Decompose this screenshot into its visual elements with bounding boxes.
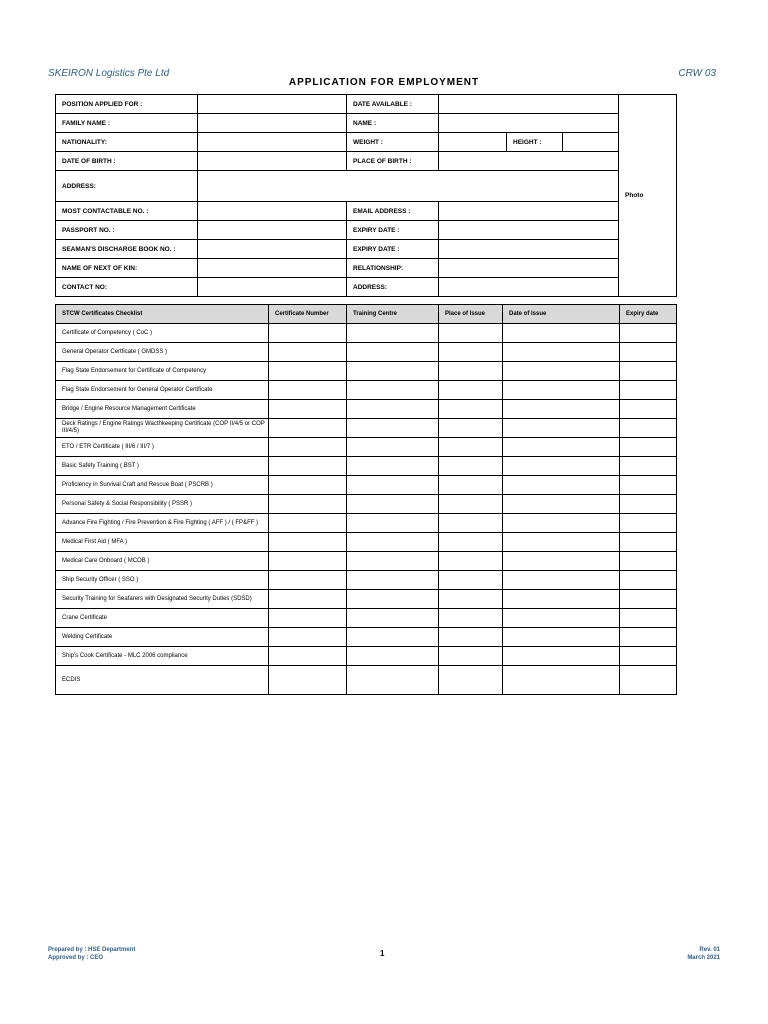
checklist-cell[interactable]: [439, 438, 503, 457]
revision: Rev. 01: [699, 947, 720, 953]
next-of-kin-field[interactable]: [198, 259, 347, 278]
checklist-cell[interactable]: [439, 533, 503, 552]
date-of-birth-field[interactable]: [198, 152, 347, 171]
checklist-cell[interactable]: [503, 362, 620, 381]
checklist-cell[interactable]: [347, 571, 439, 590]
checklist-cell[interactable]: [503, 400, 620, 419]
checklist-cell[interactable]: [503, 457, 620, 476]
checklist-cell[interactable]: [503, 571, 620, 590]
footer-right: [687, 946, 720, 962]
checklist-cell[interactable]: [269, 533, 347, 552]
checklist-cell[interactable]: [620, 343, 677, 362]
checklist-cell[interactable]: [347, 495, 439, 514]
checklist-row: [56, 609, 677, 628]
checklist-row: [56, 533, 677, 552]
checklist-cell[interactable]: [347, 381, 439, 400]
checklist-cell[interactable]: [503, 590, 620, 609]
weight-field[interactable]: [439, 133, 507, 152]
checklist-row: [56, 438, 677, 457]
checklist-cell[interactable]: [439, 419, 503, 438]
date-available-label: DATE AVAILABLE :: [347, 95, 439, 114]
checklist-row: [56, 647, 677, 666]
checklist-cell[interactable]: [503, 533, 620, 552]
column-header: Place of Issue: [439, 305, 503, 324]
checklist-cell[interactable]: [269, 400, 347, 419]
certificate-name: Welding Certificate: [56, 628, 269, 647]
checklist-cell[interactable]: [347, 343, 439, 362]
checklist-cell[interactable]: [269, 324, 347, 343]
column-header: Training Centre: [347, 305, 439, 324]
approved-by: Approved by : CEO: [48, 955, 104, 961]
checklist-cell[interactable]: [269, 362, 347, 381]
checklist-cell[interactable]: [620, 476, 677, 495]
checklist-cell[interactable]: [503, 343, 620, 362]
certificate-name: Bridge / Engine Resource Management Certificate: [56, 400, 269, 419]
checklist-cell[interactable]: [439, 514, 503, 533]
checklist-cell[interactable]: [439, 343, 503, 362]
checklist-cell[interactable]: [620, 628, 677, 647]
position-applied-field[interactable]: [198, 95, 347, 114]
checklist-row: [56, 495, 677, 514]
email-field[interactable]: [439, 202, 619, 221]
checklist-cell[interactable]: [347, 514, 439, 533]
checklist-cell[interactable]: [269, 514, 347, 533]
checklist-cell[interactable]: [347, 457, 439, 476]
checklist-cell[interactable]: [269, 495, 347, 514]
checklist-cell[interactable]: [269, 457, 347, 476]
discharge-expiry-label: EXPIRY DATE :: [347, 240, 439, 259]
column-header: STCW Certificates Checklist: [56, 305, 269, 324]
checklist-cell[interactable]: [439, 362, 503, 381]
checklist-cell[interactable]: [439, 647, 503, 666]
certificate-name: Basic Safety Training ( BST ): [56, 457, 269, 476]
next-of-kin-label: NAME OF NEXT OF KIN:: [56, 259, 198, 278]
footer-left: [48, 946, 135, 962]
certificate-name: Medical Care Onboard ( MCOB ): [56, 552, 269, 571]
passport-no-field[interactable]: [198, 221, 347, 240]
checklist-cell[interactable]: [347, 552, 439, 571]
checklist-cell[interactable]: [503, 552, 620, 571]
checklist-cell[interactable]: [439, 495, 503, 514]
certificate-name: Certificate of Competency ( CoC ): [56, 324, 269, 343]
email-label: EMAIL ADDRESS :: [347, 202, 439, 221]
position-applied-label: POSITION APPLIED FOR :: [56, 95, 198, 114]
checklist-cell[interactable]: [620, 647, 677, 666]
checklist-cell[interactable]: [347, 476, 439, 495]
checklist-cell[interactable]: [620, 362, 677, 381]
checklist-cell[interactable]: [269, 590, 347, 609]
checklist-cell[interactable]: [620, 552, 677, 571]
checklist-cell[interactable]: [439, 609, 503, 628]
form-title: APPLICATION FOR EMPLOYMENT: [288, 77, 480, 87]
contact-no-label: CONTACT NO:: [56, 278, 198, 297]
checklist-cell[interactable]: [269, 666, 347, 695]
place-of-birth-label: PLACE OF BIRTH :: [347, 152, 439, 171]
certificate-name: Proficiency in Survival Craft and Rescue Boat ( PSCRB ): [56, 476, 269, 495]
kin-address-label: ADDRESS:: [347, 278, 439, 297]
checklist-cell[interactable]: [439, 476, 503, 495]
checklist-cell[interactable]: [269, 628, 347, 647]
checklist-row: [56, 590, 677, 609]
checklist-cell[interactable]: [347, 533, 439, 552]
checklist-row: [56, 514, 677, 533]
checklist-cell[interactable]: [620, 495, 677, 514]
checklist-cell[interactable]: [269, 571, 347, 590]
checklist-cell[interactable]: [620, 438, 677, 457]
checklist-row: [56, 400, 677, 419]
name-field[interactable]: [439, 114, 619, 133]
checklist-cell[interactable]: [269, 647, 347, 666]
contactable-no-field[interactable]: [198, 202, 347, 221]
checklist-cell[interactable]: [620, 590, 677, 609]
document-number: CRW 03: [678, 68, 716, 79]
discharge-book-field[interactable]: [198, 240, 347, 259]
checklist-cell[interactable]: [503, 381, 620, 400]
relationship-field[interactable]: [439, 259, 619, 278]
checklist-cell[interactable]: [503, 628, 620, 647]
contact-no-field[interactable]: [198, 278, 347, 297]
certificate-name: Crane Certificate: [56, 609, 269, 628]
checklist-cell[interactable]: [620, 324, 677, 343]
checklist-cell[interactable]: [347, 609, 439, 628]
prepared-by: Prepared by : HSE Department: [48, 947, 136, 953]
certificate-name: Flag State Endorsement for Certificate of Competency: [56, 362, 269, 381]
certificate-name: ETO / ETR Certificate ( III/6 / III/7 ): [56, 438, 269, 457]
checklist-header-row: [56, 305, 677, 324]
checklist-cell[interactable]: [439, 457, 503, 476]
date-available-field[interactable]: [439, 95, 619, 114]
checklist-cell[interactable]: [269, 381, 347, 400]
personal-details-table: [55, 94, 677, 297]
checklist-row: [56, 362, 677, 381]
stcw-checklist-table: [55, 304, 677, 695]
passport-expiry-label: EXPIRY DATE :: [347, 221, 439, 240]
checklist-cell[interactable]: [439, 324, 503, 343]
checklist-cell[interactable]: [503, 495, 620, 514]
certificate-name: Deck Ratings / Engine Ratings Wacthkeeping Certificate (COP II/4/5 or COP III/4/5): [56, 419, 269, 438]
checklist-cell[interactable]: [503, 514, 620, 533]
checklist-cell[interactable]: [269, 476, 347, 495]
height-label: HEIGHT :: [507, 133, 563, 152]
certificate-name: Advance Fire Fighting / Fire Prevention & Fire Fighting ( AFF ) / ( FP&FF ): [56, 514, 269, 533]
photo-box[interactable]: [619, 95, 677, 297]
certificate-name: Personal Safety & Social Responsibility ( PSSR ): [56, 495, 269, 514]
checklist-cell[interactable]: [620, 400, 677, 419]
checklist-cell[interactable]: [347, 400, 439, 419]
address-label: ADDRESS:: [56, 171, 198, 202]
checklist-row: [56, 457, 677, 476]
certificate-name: General Operator Certficate ( GMDSS ): [56, 343, 269, 362]
checklist-cell[interactable]: [620, 609, 677, 628]
checklist-cell[interactable]: [269, 552, 347, 571]
checklist-cell[interactable]: [347, 324, 439, 343]
passport-expiry-field[interactable]: [439, 221, 619, 240]
certificate-name: ECDIS: [56, 666, 269, 695]
checklist-cell[interactable]: [620, 419, 677, 438]
certificate-name: Security Training for Seafarers with Designated Security Duties (SDSD): [56, 590, 269, 609]
column-header: Date of Issue: [503, 305, 620, 324]
address-field[interactable]: [198, 171, 619, 202]
checklist-cell[interactable]: [620, 666, 677, 695]
column-header: Certificate Number: [269, 305, 347, 324]
checklist-row: [56, 666, 677, 695]
photo-label: Photo: [625, 192, 644, 199]
checklist-cell[interactable]: [620, 533, 677, 552]
checklist-row: [56, 324, 677, 343]
checklist-row: [56, 381, 677, 400]
page-number: 1: [380, 949, 385, 958]
nationality-field[interactable]: [198, 133, 347, 152]
checklist-cell[interactable]: [439, 628, 503, 647]
company-name: SKEIRON Logistics Pte Ltd: [48, 68, 170, 79]
checklist-cell[interactable]: [347, 628, 439, 647]
checklist-cell[interactable]: [347, 666, 439, 695]
certificate-name: Ship Security Officer ( SSO ): [56, 571, 269, 590]
passport-no-label: PASSPORT NO. :: [56, 221, 198, 240]
checklist-cell[interactable]: [347, 419, 439, 438]
checklist-cell[interactable]: [439, 590, 503, 609]
date-of-birth-label: DATE OF BIRTH :: [56, 152, 198, 171]
checklist-cell[interactable]: [347, 438, 439, 457]
checklist-cell[interactable]: [503, 324, 620, 343]
checklist-row: [56, 419, 677, 438]
checklist-row: [56, 552, 677, 571]
checklist-cell[interactable]: [347, 647, 439, 666]
checklist-cell[interactable]: [503, 609, 620, 628]
checklist-cell[interactable]: [620, 381, 677, 400]
place-of-birth-field[interactable]: [439, 152, 619, 171]
relationship-label: RELATIONSHIP:: [347, 259, 439, 278]
discharge-expiry-field[interactable]: [439, 240, 619, 259]
checklist-cell[interactable]: [269, 419, 347, 438]
checklist-row: [56, 476, 677, 495]
checklist-cell[interactable]: [620, 514, 677, 533]
name-label: NAME :: [347, 114, 439, 133]
nationality-label: NATIONALITY:: [56, 133, 198, 152]
checklist-cell[interactable]: [503, 647, 620, 666]
checklist-cell[interactable]: [439, 381, 503, 400]
family-name-label: FAMILY NAME :: [56, 114, 198, 133]
checklist-row: [56, 628, 677, 647]
certificate-name: Medical First Aid ( MFA ): [56, 533, 269, 552]
kin-address-field[interactable]: [439, 278, 619, 297]
weight-label: WEIGHT :: [347, 133, 439, 152]
checklist-cell[interactable]: [503, 666, 620, 695]
checklist-cell[interactable]: [439, 571, 503, 590]
checklist-cell[interactable]: [269, 343, 347, 362]
checklist-row: [56, 571, 677, 590]
checklist-cell[interactable]: [439, 400, 503, 419]
column-header: Expiry date: [620, 305, 677, 324]
checklist-cell[interactable]: [269, 438, 347, 457]
contactable-no-label: MOST CONTACTABLE NO. :: [56, 202, 198, 221]
checklist-cell[interactable]: [269, 609, 347, 628]
discharge-book-label: SEAMAN'S DISCHARGE BOOK NO. :: [56, 240, 198, 259]
certificate-name: Flag State Endorsement for General Operator Certificate: [56, 381, 269, 400]
checklist-cell[interactable]: [503, 476, 620, 495]
revision-date: March 2021: [687, 955, 720, 961]
family-name-field[interactable]: [198, 114, 347, 133]
checklist-cell[interactable]: [347, 362, 439, 381]
certificate-name: Ship's Cook Certificate - MLC 2006 compliance: [56, 647, 269, 666]
checklist-cell[interactable]: [503, 438, 620, 457]
checklist-cell[interactable]: [347, 590, 439, 609]
checklist-cell[interactable]: [503, 419, 620, 438]
checklist-cell[interactable]: [439, 666, 503, 695]
checklist-cell[interactable]: [620, 457, 677, 476]
checklist-cell[interactable]: [620, 571, 677, 590]
checklist-row: [56, 343, 677, 362]
height-field[interactable]: [563, 133, 619, 152]
checklist-cell[interactable]: [439, 552, 503, 571]
